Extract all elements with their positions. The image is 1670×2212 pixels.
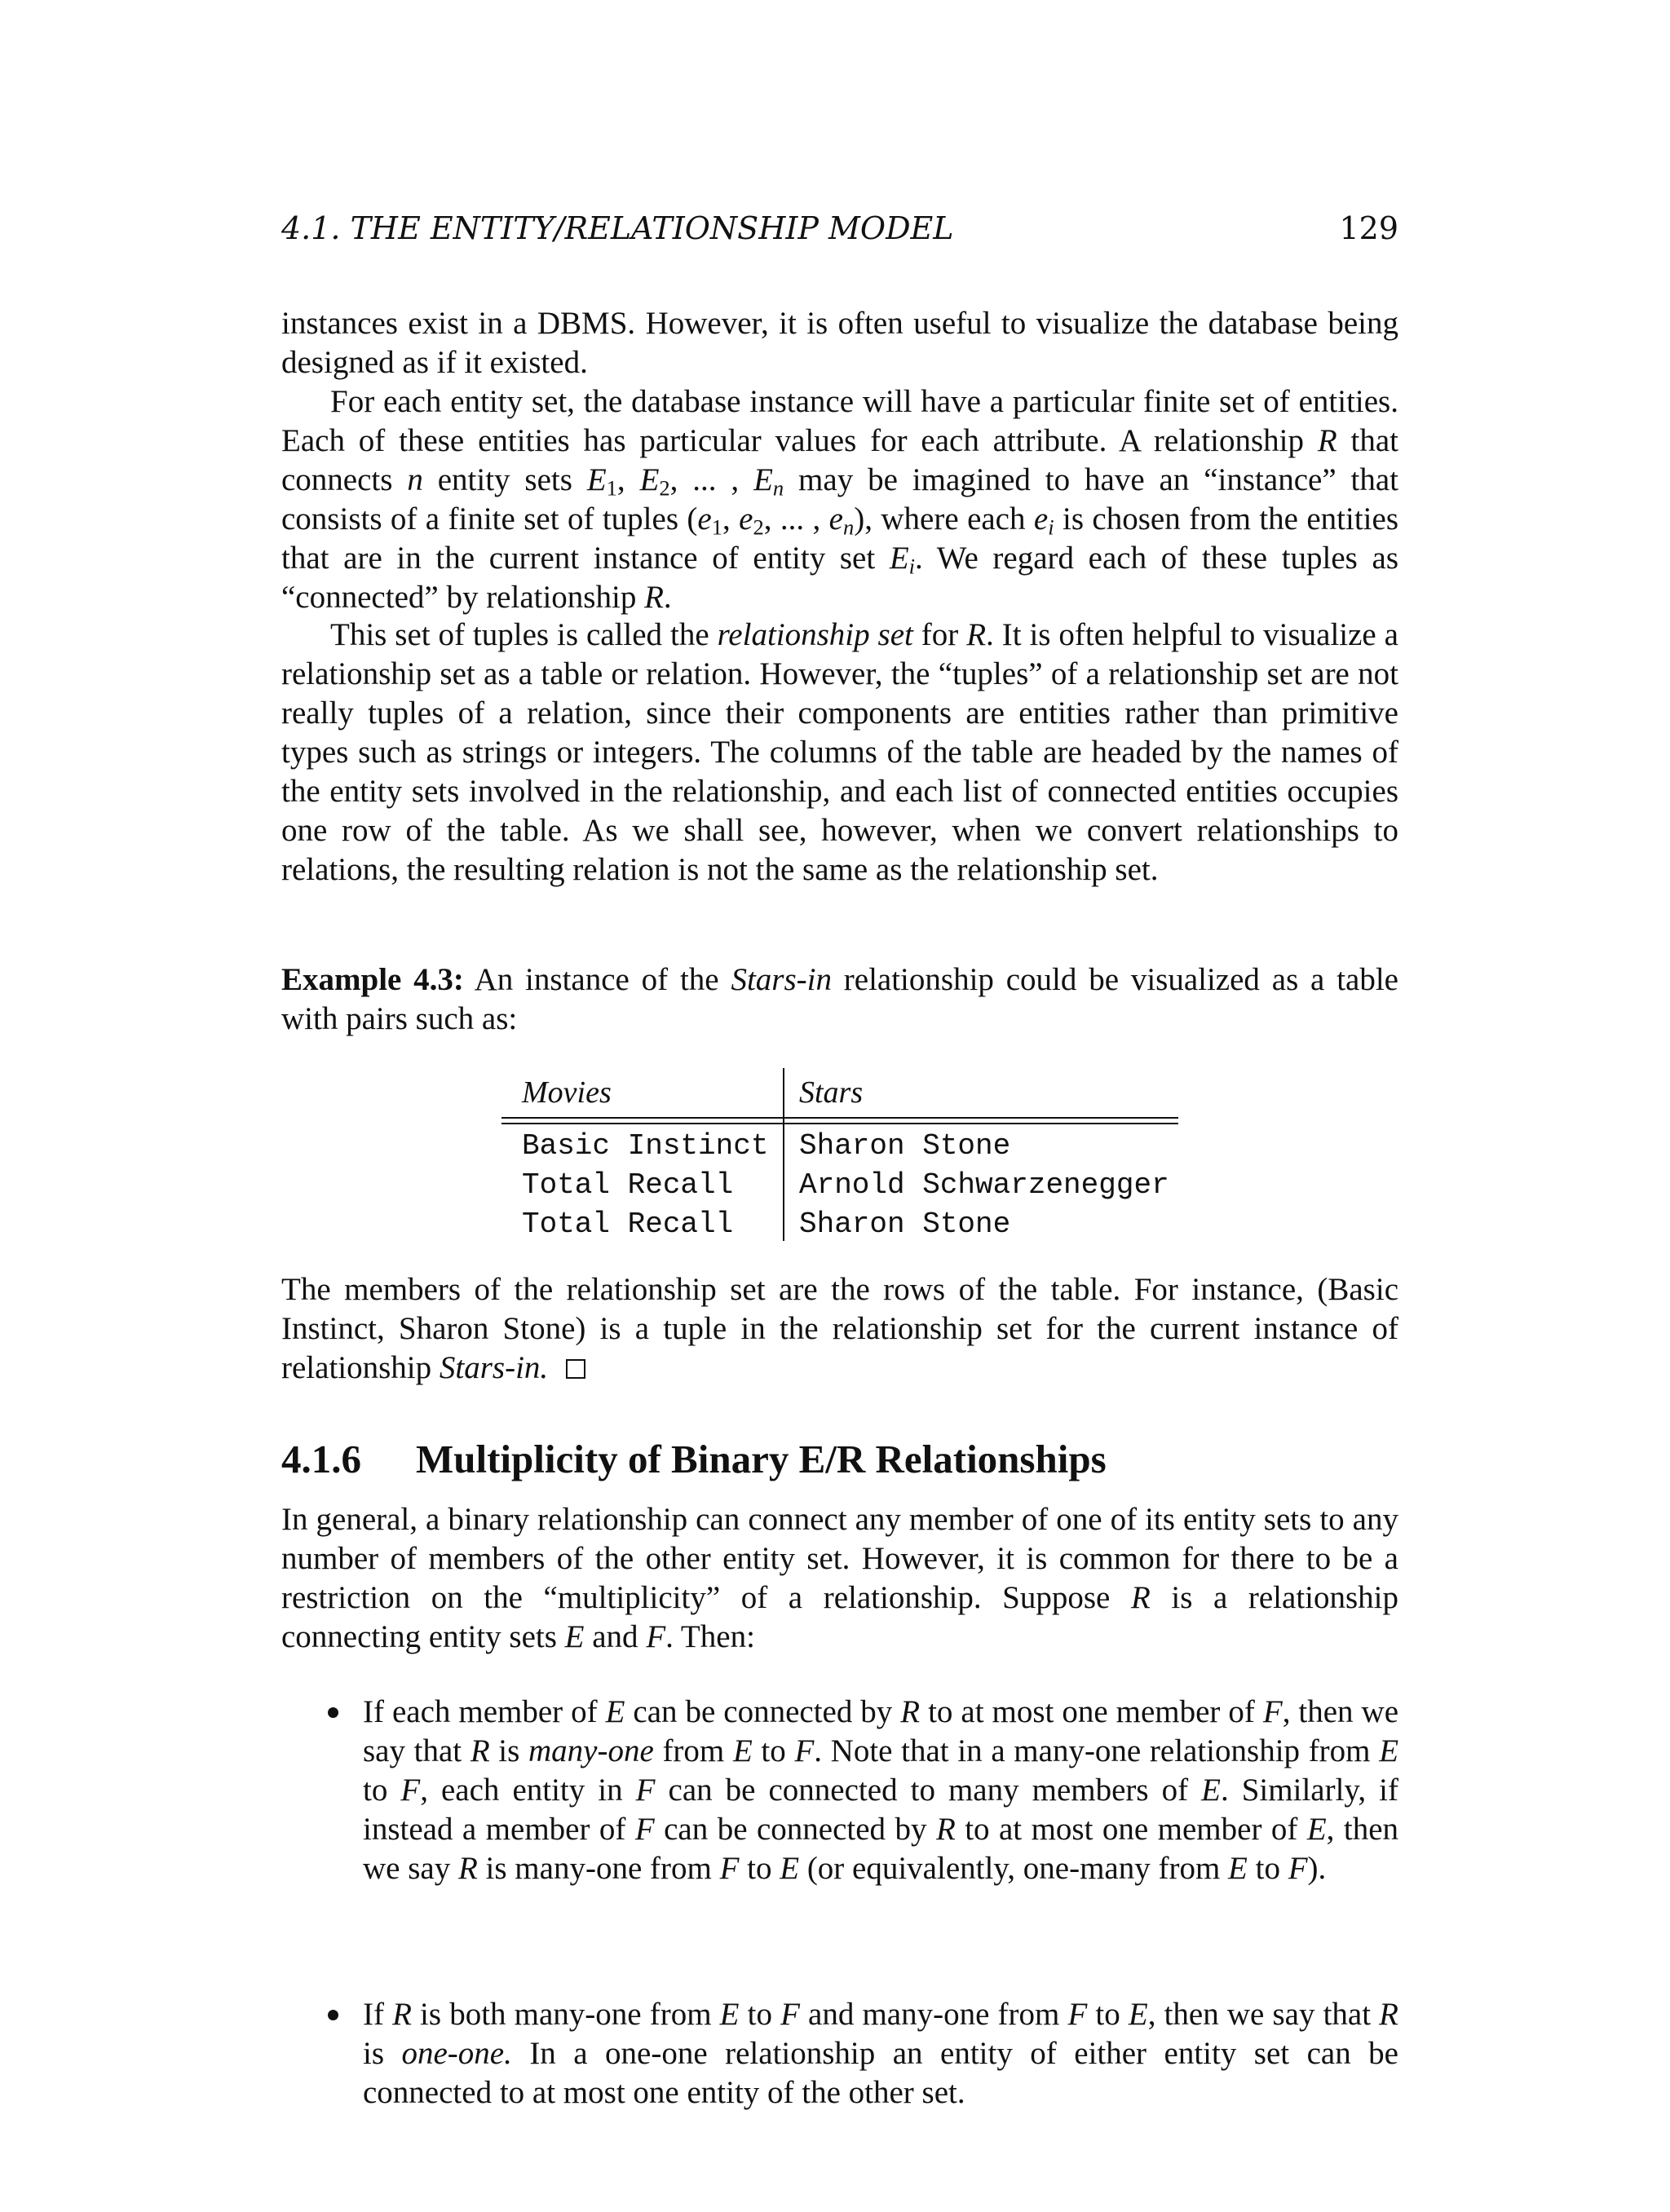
table-cell: Basic Instinct [522, 1129, 769, 1163]
text: to at most one member of [920, 1694, 1263, 1729]
math-var: R [470, 1733, 490, 1768]
text: . Then: [665, 1619, 755, 1654]
text: . We regard each of these tuples as “connected” by relationship [281, 541, 1398, 615]
section-title: Multiplicity of Binary E/R Relationships [416, 1437, 1107, 1481]
section-number: 4.1.6 [281, 1437, 361, 1481]
paragraph-multiplicity [281, 1500, 1398, 1657]
subscript: 2 [659, 475, 670, 501]
subscript: 1 [711, 514, 722, 540]
math-var: E [1306, 1812, 1327, 1847]
text: , then we say that [363, 1694, 1399, 1768]
column-header-stars: Stars [799, 1075, 864, 1110]
subscript: 2 [753, 514, 764, 540]
subscript: 1 [606, 475, 617, 501]
math-var: R [935, 1812, 956, 1847]
math-var: E [719, 1997, 740, 2032]
section-heading [281, 1435, 1107, 1484]
math-var: F [1262, 1694, 1283, 1729]
math-var: R [392, 1997, 412, 2032]
text: may be imagined to have an “instance” that consists of a finite set of tuples ( [281, 462, 1399, 536]
math-var: E [639, 462, 660, 497]
math-var: E [1201, 1773, 1221, 1808]
text: instances exist in a DBMS. However, it is often useful to visualize the database being designed as if it existed. [281, 306, 1398, 380]
text: ). [1307, 1851, 1327, 1886]
text: relationship could be visualized as a table with pairs such as: [281, 962, 1398, 1036]
math-var: E [1128, 1997, 1148, 2032]
text: to [752, 1733, 795, 1768]
paragraph-instance [281, 382, 1398, 617]
math-var: E [780, 1851, 800, 1886]
math-var: R [1379, 1997, 1398, 2032]
text: If each member of [363, 1694, 606, 1729]
text: and many-one from [799, 1997, 1068, 2032]
header-rule [501, 1117, 1178, 1119]
subscript: n [772, 475, 784, 501]
emphasis: Stars-in. [439, 1350, 549, 1385]
table-cell: Total Recall [522, 1168, 734, 1202]
math-var: E [564, 1619, 585, 1654]
stars-in-table [501, 1068, 1178, 1241]
text: . Similarly, if instead a member of [363, 1773, 1398, 1847]
text: to [363, 1773, 401, 1808]
emphasis: Stars-in [731, 962, 832, 997]
math-var: E [605, 1694, 625, 1729]
math-var: e [1033, 501, 1049, 536]
math-var: e [828, 501, 843, 536]
text: and [584, 1619, 647, 1654]
emphasis: one-one. [401, 2036, 512, 2071]
example-label: Example 4.3: [281, 962, 464, 997]
text: If [363, 1997, 393, 2032]
text: , [616, 462, 640, 497]
text: is many-one from [477, 1851, 720, 1886]
paragraph-members [281, 1270, 1398, 1388]
text: can be connected to many members of [655, 1773, 1202, 1808]
running-head [281, 208, 1398, 249]
math-var: E [1228, 1851, 1248, 1886]
math-var: F [1288, 1851, 1308, 1886]
text: to [1087, 1997, 1129, 2032]
text: entity sets [422, 462, 587, 497]
text: , ... , [763, 501, 829, 536]
math-var: F [780, 1997, 800, 2032]
text: to [1247, 1851, 1288, 1886]
text: is both many-one from [411, 1997, 720, 2032]
math-var: e [697, 501, 712, 536]
text: is a relationship connecting entity sets [281, 1580, 1398, 1654]
math-var: R [1317, 423, 1337, 458]
text: is chosen from the entities that are in the current instance of entity set [281, 501, 1399, 576]
bullet-one-one [363, 1995, 1398, 2113]
text: In general, a binary relationship can connect any member of one of its entity sets to any number of members of the other entity set. However, it is common for there to be a restriction on the “multiplicity” of a relationship. Suppose [281, 1502, 1398, 1615]
math-var: R [644, 580, 664, 615]
table-cell: Sharon Stone [799, 1208, 1011, 1241]
text: This set of tuples is called the [330, 617, 718, 652]
text: (or equivalently, one-many from [799, 1851, 1229, 1886]
text: , then we say that [1147, 1997, 1380, 2032]
math-var: F [635, 1773, 656, 1808]
text: . It is often helpful to visualize a relationship set as a table or relation. However, the “tuples” of a relationship set are not really tuples of a relation, since their components are entities rather than primitive types such as strings or integers. The columns of the table are headed by the names of the entity sets involved in the relationship, and each list of connected entities occupies one row of the table. As we shall see, however, when we convert relationships to relations, the resulting relation is not the same as the relationship set. [281, 617, 1398, 887]
header-rule [501, 1123, 1178, 1124]
math-var: E [586, 462, 607, 497]
math-var: F [794, 1733, 815, 1768]
text: , ... , [669, 462, 754, 497]
subscript: i [908, 554, 916, 579]
text: is [363, 2036, 402, 2071]
page-number: 129 [1339, 210, 1398, 246]
example-paragraph [281, 960, 1398, 1039]
math-var: R [1130, 1580, 1151, 1615]
bullet-dot [328, 2010, 338, 2020]
math-var: F [646, 1619, 666, 1654]
subscript: i [1048, 514, 1054, 540]
text: , [722, 501, 740, 536]
text: In a one-one relationship an entity of either entity set can be connected to at most one entity of the other set. [363, 2036, 1398, 2110]
text: can be connected by [654, 1812, 936, 1847]
text: , each entity in [420, 1773, 636, 1808]
emphasis: relationship set [717, 617, 913, 652]
subscript: n [842, 514, 855, 540]
text: to at most one member of [955, 1812, 1307, 1847]
math-var: E [753, 462, 773, 497]
math-var: R [966, 617, 987, 652]
math-var: E [1379, 1733, 1399, 1768]
text: from [653, 1733, 733, 1768]
column-divider [783, 1068, 784, 1241]
text: is [489, 1733, 528, 1768]
math-var: R [900, 1694, 921, 1729]
column-header-movies: Movies [522, 1075, 612, 1110]
table-cell: Arnold Schwarzenegger [799, 1168, 1169, 1202]
math-var: F [719, 1851, 740, 1886]
text: An instance of the [463, 962, 731, 997]
text: For each entity set, the database instance will have a particular finite set of entities. Each of these entities has particular values for each attribute. A relationship [281, 384, 1398, 458]
bullet-many-one [363, 1693, 1398, 1888]
paragraph-relationship-set [281, 616, 1398, 890]
text: that connects [281, 423, 1399, 497]
text: can be connected by [625, 1694, 901, 1729]
math-var: e [739, 501, 753, 536]
text: to [739, 1997, 781, 2032]
bullet-dot [328, 1707, 338, 1718]
text: for [912, 617, 967, 652]
text: to [739, 1851, 780, 1886]
math-var: F [1067, 1997, 1088, 2032]
paragraph-continuation [281, 304, 1398, 382]
math-var: F [634, 1812, 655, 1847]
text: . Note that in a many-one relationship from [814, 1733, 1380, 1768]
running-title: 4.1. THE ENTITY/RELATIONSHIP MODEL [281, 210, 954, 246]
math-var: E [889, 541, 909, 576]
text: . [663, 580, 672, 615]
text: The members of the relationship set are the rows of the table. For instance, (Basic Instinct, Sharon Stone) is a tuple in the relationship set for the current instance of relationship [281, 1272, 1398, 1385]
text: ), where each [854, 501, 1034, 536]
end-of-example-box [566, 1359, 585, 1379]
math-var: n [407, 462, 423, 497]
math-var: F [400, 1773, 421, 1808]
math-var: E [732, 1733, 753, 1768]
table-cell: Sharon Stone [799, 1129, 1011, 1163]
text: , then we say [363, 1812, 1399, 1886]
table-cell: Total Recall [522, 1208, 734, 1241]
math-var: R [457, 1851, 478, 1886]
emphasis: many-one [528, 1733, 654, 1768]
